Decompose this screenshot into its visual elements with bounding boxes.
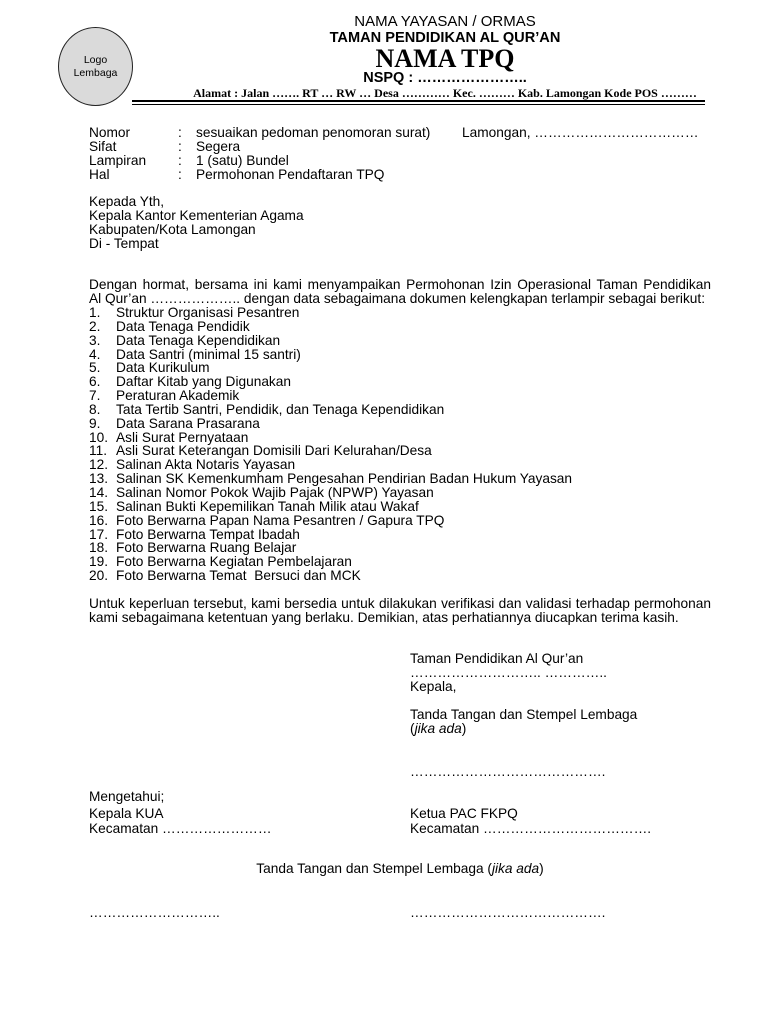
list-item	[89, 348, 572, 362]
list-text: Salinan Nomor Pokok Wajib Pajak (NPWP) Yayasan	[116, 484, 434, 500]
list-item	[89, 486, 572, 500]
tpq-name: NAMA TPQ	[375, 44, 515, 73]
list-item	[89, 306, 572, 320]
list-text: Tata Tertib Santri, Pendidik, dan Tenaga Kependidikan	[116, 401, 445, 417]
list-text: Asli Surat Pernyataan	[116, 429, 249, 445]
list-number: 14.	[89, 484, 109, 500]
signatory-signature-blank: …………………………………….	[410, 764, 606, 779]
list-item	[89, 375, 572, 389]
institution-type: TAMAN PENDIDIKAN AL QUR’AN	[329, 30, 561, 46]
list-number: 18.	[89, 540, 109, 556]
nspq-number: NSPQ : …………………..	[363, 70, 527, 86]
list-item	[89, 417, 572, 431]
acknowledgement-stamp-note	[150, 862, 650, 876]
fkpq-title: Ketua PAC FKPQ	[410, 806, 518, 821]
list-item	[89, 320, 572, 334]
stamp-note-italic: jika ada	[491, 861, 540, 876]
list-number: 17.	[89, 526, 109, 542]
list-number: 19.	[89, 554, 109, 570]
list-text: Salinan Bukti Kepemilikan Tanah Milik atau Wakaf	[116, 498, 419, 514]
list-number: 4.	[89, 346, 101, 362]
place-and-date: Lamongan, ………………………………	[462, 125, 699, 140]
list-number: 5.	[89, 360, 101, 376]
list-number: 3.	[89, 332, 101, 348]
signatory-role: Kepala,	[410, 679, 457, 694]
list-number: 15.	[89, 498, 109, 514]
list-item	[89, 500, 572, 514]
meta-separator: :	[178, 139, 182, 154]
list-number: 1.	[89, 305, 101, 320]
paren-open: (	[410, 721, 415, 736]
meta-label: Hal	[89, 167, 110, 182]
list-text: Foto Berwarna Temat Bersuci dan MCK	[116, 568, 361, 584]
logo-placeholder	[58, 27, 133, 106]
list-item	[89, 569, 572, 583]
list-number: 9.	[89, 415, 101, 431]
letter-meta	[89, 126, 430, 182]
organization-name: NAMA YAYASAN / ORMAS	[354, 13, 536, 30]
opening-paragraph	[89, 278, 711, 306]
meta-separator: :	[178, 167, 182, 182]
list-number: 12.	[89, 457, 109, 473]
letterhead-divider	[132, 100, 705, 105]
meta-row-nomor	[89, 126, 430, 140]
meta-value: Segera	[196, 139, 241, 154]
list-text: Data Tenaga Kependidikan	[116, 332, 281, 348]
list-text: Data Tenaga Pendidik	[116, 318, 250, 334]
list-number: 8.	[89, 401, 101, 417]
meta-separator: :	[178, 125, 182, 140]
signatory-name-blank: ……………………….. …………..	[410, 665, 607, 680]
meta-value: sesuaikan pedoman penomoran surat)	[196, 125, 431, 140]
closing-line-2: kami sebagaimana ketentuan yang berlaku. Demikian, atas perhatiannya diucapkan terima kasih.	[89, 610, 679, 625]
paren-close: )	[461, 721, 467, 736]
logo-label-line-2: Lembaga	[73, 66, 118, 79]
meta-separator: :	[178, 153, 182, 168]
kua-title: Kepala KUA	[89, 806, 164, 821]
list-number: 10.	[89, 429, 109, 445]
recipient-line: Kabupaten/Kota Lamongan	[89, 222, 256, 237]
list-number: 2.	[89, 318, 101, 334]
fkpq-signature-blank: …………………………………….	[410, 905, 606, 920]
list-text: Foto Berwarna Tempat Ibadah	[116, 526, 300, 542]
list-item	[89, 472, 572, 486]
list-item	[89, 555, 572, 569]
meta-value: Permohonan Pendaftaran TPQ	[196, 167, 385, 182]
signatory-institution: Taman Pendidikan Al Qur’an	[410, 651, 584, 666]
meta-label: Nomor	[89, 125, 131, 140]
meta-row-sifat	[89, 140, 430, 154]
list-text: Salinan Akta Notaris Yayasan	[116, 457, 296, 473]
recipient-line: Kepala Kantor Kementerian Agama	[89, 208, 304, 223]
kua-signature-blank: ………………………..	[89, 905, 220, 920]
meta-value: 1 (satu) Bundel	[196, 153, 289, 168]
meta-label: Lampiran	[89, 153, 147, 168]
recipient-line: Kepada Yth,	[89, 194, 165, 209]
recipient-line: Di - Tempat	[89, 236, 159, 251]
list-text: Data Kurikulum	[116, 360, 210, 376]
list-number: 20.	[89, 568, 109, 584]
closing-line-1: Untuk keperluan tersebut, kami bersedia untuk dilakukan verifikasi dan validasi terhadap permohonan	[89, 596, 711, 611]
optional-italic-text: jika ada	[414, 721, 462, 736]
list-item	[89, 458, 572, 472]
list-item	[89, 528, 572, 542]
list-text: Foto Berwarna Ruang Belajar	[116, 540, 297, 556]
list-item	[89, 389, 572, 403]
fkpq-district: Kecamatan ……………………………….	[410, 821, 652, 836]
list-text: Salinan SK Kemenkumham Pengesahan Pendirian Badan Hukum Yayasan	[116, 471, 573, 487]
meta-row-lampiran	[89, 154, 430, 168]
list-text: Struktur Organisasi Pesantren	[116, 305, 300, 320]
signatory-stamp-note: Tanda Tangan dan Stempel Lembaga	[410, 707, 638, 722]
list-item	[89, 514, 572, 528]
list-item	[89, 444, 572, 458]
list-item	[89, 403, 572, 417]
list-text: Data Sarana Prasarana	[116, 415, 260, 431]
list-item	[89, 334, 572, 348]
stamp-note-suffix: )	[539, 861, 544, 876]
meta-row-hal	[89, 168, 430, 182]
opening-line-1: Dengan hormat, bersama ini kami menyampaikan Permohonan Izin Operasional Taman Pendidikan	[89, 277, 711, 292]
stamp-note-prefix: Tanda Tangan dan Stempel Lembaga (	[256, 861, 492, 876]
list-text: Data Santri (minimal 15 santri)	[116, 346, 301, 362]
closing-paragraph	[89, 597, 711, 625]
list-item	[89, 541, 572, 555]
acknowledgement-heading: Mengetahui;	[89, 789, 165, 804]
address-line: Alamat : Jalan ……. RT … RW … Desa ………… Kec. ……… Kab. Lamongan Kode POS ………	[193, 86, 697, 100]
attachment-list	[89, 306, 572, 583]
opening-line-2: Al Qur’an ……………….. dengan data sebagaimana dokumen kelengkapan terlampir sebagai berikut:	[89, 291, 706, 306]
signatory-optional-note	[410, 722, 466, 736]
recipient-block	[89, 195, 304, 251]
logo-label-line-1: Logo	[83, 53, 108, 66]
list-number: 13.	[89, 471, 109, 487]
list-text: Foto Berwarna Papan Nama Pesantren / Gapura TPQ	[116, 512, 445, 528]
kua-district: Kecamatan ……………………	[89, 821, 272, 836]
list-item	[89, 431, 572, 445]
list-text: Asli Surat Keterangan Domisili Dari Kelurahan/Desa	[116, 443, 432, 459]
list-text: Daftar Kitab yang Digunakan	[116, 374, 292, 390]
list-text: Peraturan Akademik	[116, 388, 240, 404]
list-number: 11.	[89, 443, 108, 459]
list-number: 7.	[89, 388, 101, 404]
list-item	[89, 361, 572, 375]
meta-label: Sifat	[89, 139, 117, 154]
list-text: Foto Berwarna Kegiatan Pembelajaran	[116, 554, 352, 570]
list-number: 16.	[89, 512, 109, 528]
list-number: 6.	[89, 374, 101, 390]
